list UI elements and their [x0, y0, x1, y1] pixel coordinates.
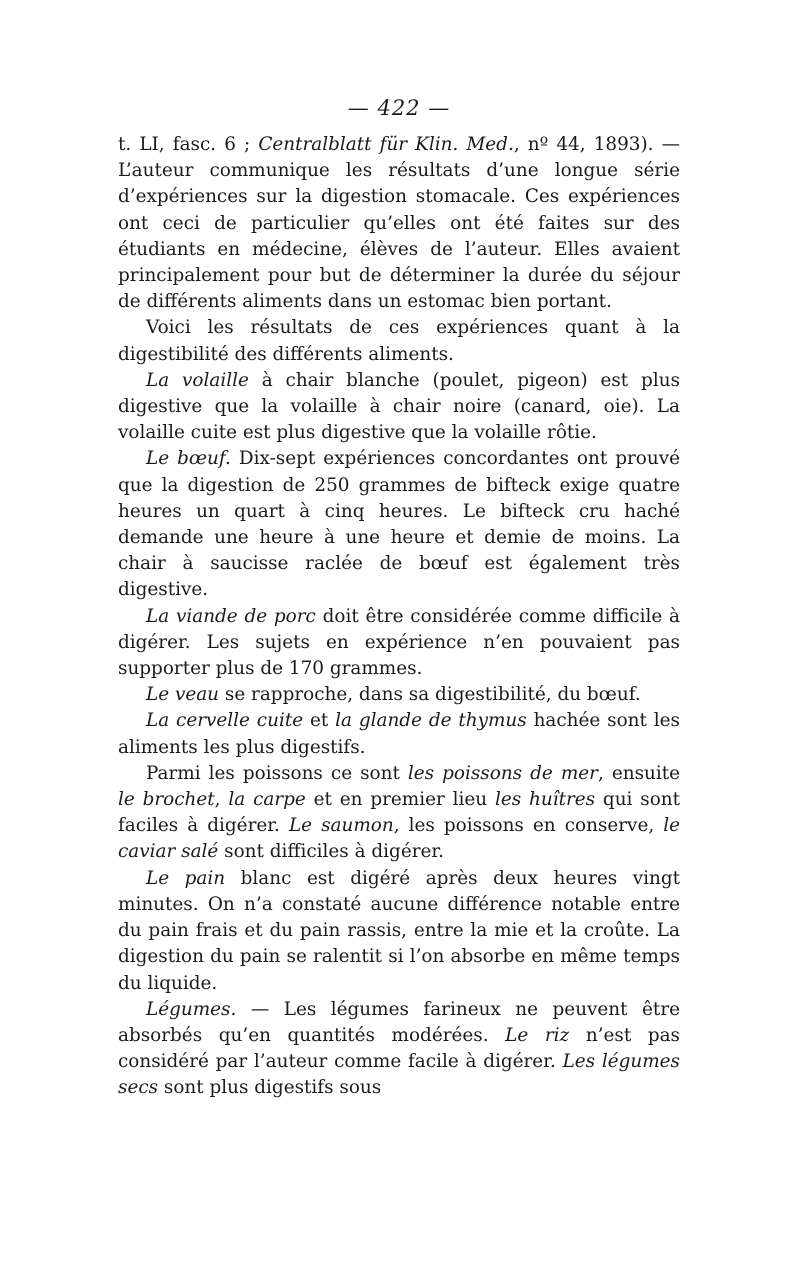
italic-term: la glande de thymus	[335, 710, 527, 732]
paragraph-p3	[118, 368, 680, 447]
text-segment: qui sont faciles à digérer.	[118, 789, 681, 837]
text-segment: t. LI, fasc. 6 ;	[118, 134, 259, 155]
italic-term: Centralblatt für Klin. Med.	[258, 134, 514, 155]
italic-term: Le bœuf.	[146, 448, 231, 470]
text-segment: , ensuite	[597, 762, 681, 784]
text-segment: et en premier lieu	[305, 789, 495, 811]
paragraph-p9	[118, 866, 680, 997]
italic-term: le caviar salé	[118, 815, 681, 863]
italic-term: Le veau	[146, 684, 220, 706]
italic-term: La viande de porc	[146, 605, 316, 627]
text-segment: ,	[214, 789, 229, 811]
text-segment: à chair blanche (poulet, pigeon) est plus digestive que la volaille à chair noire (canard, oie). La volaille cuite est plus digestive que la volaille rôtie.	[118, 369, 680, 444]
text-segment: , les poissons en conserve,	[393, 815, 664, 837]
italic-term: Les légumes secs	[118, 1051, 680, 1099]
text-segment: n’est pas considéré par l’auteur comme facile à digérer.	[118, 1024, 680, 1073]
paragraph-p6	[118, 682, 680, 708]
paragraph-p2	[118, 315, 680, 367]
italic-term: La volaille	[146, 369, 249, 391]
paragraph-p8	[118, 761, 680, 866]
body-text	[118, 132, 680, 1102]
paragraph-p4	[118, 446, 680, 603]
italic-term: les poissons de mer	[407, 762, 598, 784]
text-segment: Parmi les poissons ce sont	[146, 762, 408, 784]
text-segment: et	[303, 710, 336, 732]
text-segment: sont plus digestifs sous	[158, 1077, 382, 1099]
italic-term: La cervelle cuite	[146, 710, 304, 732]
italic-term: le brochet	[118, 789, 215, 811]
book-page	[118, 96, 680, 1102]
paragraph-p1	[118, 132, 680, 315]
page-number-text: — 422 —	[347, 96, 451, 120]
text-segment: — Les légumes farineux ne peuvent être absorbés qu’en quantités modérées.	[118, 998, 680, 1046]
text-segment: hachée sont les aliments les plus digestifs.	[118, 710, 680, 758]
text-segment: Dix-sept expériences concordantes ont prouvé que la digestion de 250 grammes de bifteck exige quatre heures un quart à cinq heures. Le bifteck cru haché demande une heure à une heure et demie de moins. La chair à saucisse raclée de bœuf est également très digestive.	[118, 448, 680, 601]
italic-term: Le pain	[146, 867, 226, 889]
text-segment: , nº 44, 1893). — L’auteur communique les résultats d’une longue série d’expériences sur la digestion stomacale. Ces expériences ont ceci de particulier qu’elles ont été faites sur des étudiants en médecine, élèves de l’auteur. Elles avaient principalement pour but de déterminer la durée du séjour de différents aliments dans un estomac bien portant.	[118, 134, 681, 313]
text-segment: se rapproche, dans sa digestibilité, du bœuf.	[219, 684, 641, 706]
paragraph-p7	[118, 708, 680, 760]
italic-term: les huîtres	[494, 789, 596, 811]
italic-term: Le saumon	[288, 815, 394, 837]
text-segment: blanc est digéré après deux heures vingt minutes. On n’a constaté aucune différence notable entre du pain frais et du pain rassis, entre la mie et la croûte. La digestion du pain se ralentit si l’on absorbe en même temps du liquide.	[118, 867, 681, 994]
paragraph-p5	[118, 604, 680, 683]
text-segment: sont difficiles à digérer.	[218, 841, 444, 863]
text-segment: Voici les résultats de ces expériences quant à la digestibilité des différents aliments.	[118, 317, 680, 365]
paragraph-p10	[118, 997, 680, 1102]
italic-term: la carpe	[228, 789, 306, 811]
italic-term: Légumes.	[146, 998, 237, 1020]
italic-term: Le riz	[505, 1024, 570, 1046]
text-segment: doit être considérée comme difficile à digérer. Les sujets en expérience n’en pouvaient pas supporter plus de 170 grammes.	[118, 605, 681, 680]
page-number	[118, 96, 680, 120]
